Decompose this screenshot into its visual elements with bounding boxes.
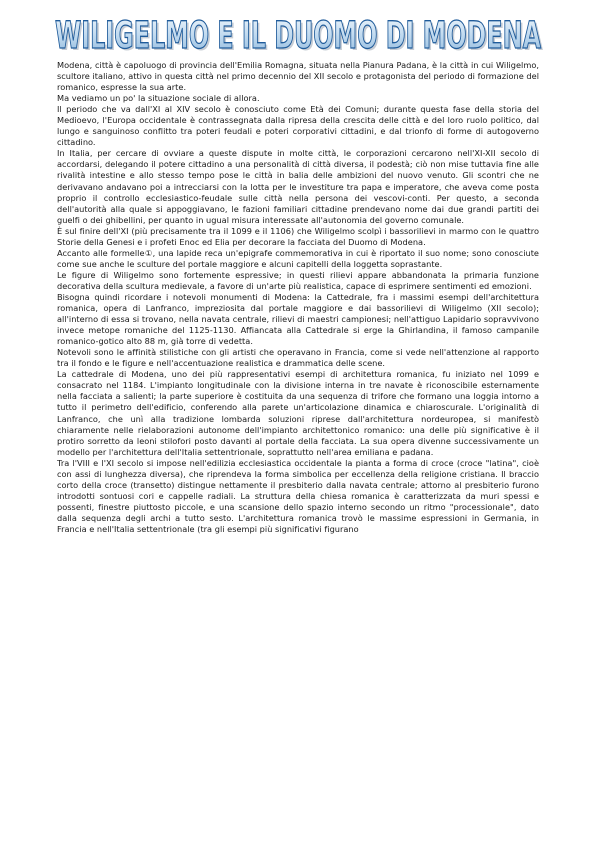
paragraph-figure-espressive: Le figure di Wiligelmo sono fortemente espressive; in questi rilievi appare abbandonata la primaria funzione decorativa della scultura medievale, a favore di un'arte più realistica, capace di esprimere sentimenti ed emozioni. (57, 269, 539, 291)
paragraph-situazione-sociale: Ma vediamo un po' la situazione sociale di allora. (57, 93, 260, 104)
paragraph-podesta: In Italia, per cercare di ovviare a queste dispute in molte città, le corporazioni cercarono nell'XI-XII secolo di accordarsi, delegando il potere cittadino a una personalità di città diversa, il podestà; ciò non mise tuttavia fine alle rivalità intestine e allo stesso tempo pose le città in balia delle ambizioni del nuovo venuto. Gli scontri che ne derivavano andavano poi a intrecciarsi con la lotta per le investiture tra papa e imperatore, che aveva come posta proprio il controllo ecclesiastico-feudale sulle città nella persona dei vescovi-conti. Per questo, a seconda dell'autorità alla quale si appoggiavano, le fazioni familiari cittadine prendevano nome dai due grandi partiti dei guelfi o dei ghibellini, per quanto in ugual misura interessate all'autonomia del governo comunale. (57, 148, 539, 225)
document-body (57, 60, 539, 535)
paragraph-eta-dei-comuni: Il periodo che va dall'XI al XIV secolo è conosciuto come Età dei Comuni; durante questa fase della storia del Medioevo, l'Europa occidentale è contrassegnata dalla ripresa della crescita delle città e del loro ruolo politico, dal lungo e sanguinoso conflitto tra poteri feudali e poteri corporativi cittadini, e dal trionfo di forme di autogoverno cittadino. (57, 104, 539, 148)
paragraph-lapide: Accanto alle formelle①, una lapide reca un'epigrafe commemorativa in cui è riportato il suo nome; sono conosciute come sue anche le sculture del portale maggiore e alcuni capitelli della loggetta soprastante. (57, 247, 539, 269)
page-title (0, 4, 596, 54)
paragraph-intro-modena: Modena, città è capoluogo di provincia dell'Emilia Romagna, situata nella Pianura Padana, è la città in cui Wiligelmo, scultore italiano, attivo in questa città nel primo decennio del XII secolo e protagonista del periodo di formazione del romanico, espresse la sua arte. (57, 60, 539, 93)
page-title-text: WILIGELMO E IL DUOMO DI MODENA (55, 14, 542, 54)
paragraph-affinita-francia: Notevoli sono le affinità stilistiche con gli artisti che operavano in Francia, come si vede nell'attenzione al rapporto tra il fondo e le figure e nell'accentuazione realistica e drammatica delle scene. (57, 347, 539, 369)
paragraph-cattedrale: La cattedrale di Modena, uno dei più rappresentativi esempi di architettura romanica, fu iniziato nel 1099 e consacrato nel 1184. L'impianto longitudinale con la divisione interna in tre navate è riconoscibile esternamente nella facciata a salienti; la parte superiore è costituita da una sequenza di trifore che formano una loggia intorno a tutto il perimetro dell'edificio, conferendo alla parete un'articolazione dinamica e chiaroscurale. L'originalità di Lanfranco, che unì alla tradizione lombarda soluzioni riprese dall'architettura nordeuropea, si manifestò chiaramente nelle rielaborazioni autonome dell'impianto architettonico romanico: una delle più significative è il protiro sorretto da leoni stilofori posto davanti al portale della facciata. La sua opera divenne successivamente un modello per l'architettura dell'Italia settentrionale, soprattutto nell'area emiliana e padana. (57, 369, 539, 457)
paragraph-monumenti-modena: Bisogna quindi ricordare i notevoli monumenti di Modena: la Cattedrale, fra i massimi esempi dell'architettura romanica, opera di Lanfranco, impreziosita dal portale maggiore e dai bassorilievi di Wiligelmo (XII secolo); all'interno di essa si trovano, nella navata centrale, rilievi di maestri campionesi; nell'attiguo Lapidario sopravvivono invece metope romaniche del 1125-1130. Affiancata alla Cattedrale si erge la Ghirlandina, il famoso campanile romanico-gotico alto 88 m, già torre di vedetta. (57, 291, 539, 347)
paragraph-pianta-croce: Tra l'VIII e l'XI secolo si impose nell'edilizia ecclesiastica occidentale la pianta a forma di croce (croce "latina", cioè con assi di lunghezza diversa), che riprendeva la forma simbolica per eccellenza della religione cristiana. Il braccio corto della croce (transetto) distingue nettamente il presbiterio dalla navata centrale; attorno al presbiterio furono introdotti sontuosi cori e cappelle radiali. La struttura della chiesa romanica è caratterizzata da muri spessi e possenti, finestre piuttosto piccole, e una scansione dello spazio interno secondo un ritmo "processionale", dato dalla sequenza degli archi a tutto sesto. L'architettura romanica trovò le massime espressioni in Germania, in Francia e nell'Italia settentrionale (tra gli esempi più significativi figurano (57, 457, 539, 534)
paragraph-bassorilievi: È sul finire dell'XI (più precisamente tra il 1099 e il 1106) che Wiligelmo scolpì i bassorilievi in marmo con le quattro Storie della Genesi e i profeti Enoc ed Elia per decorare la facciata del Duomo di Modena. (57, 225, 539, 247)
page-title-shadow: WILIGELMO E IL DUOMO DI MODENA (57, 16, 544, 54)
page-title-wordart (0, 4, 596, 54)
